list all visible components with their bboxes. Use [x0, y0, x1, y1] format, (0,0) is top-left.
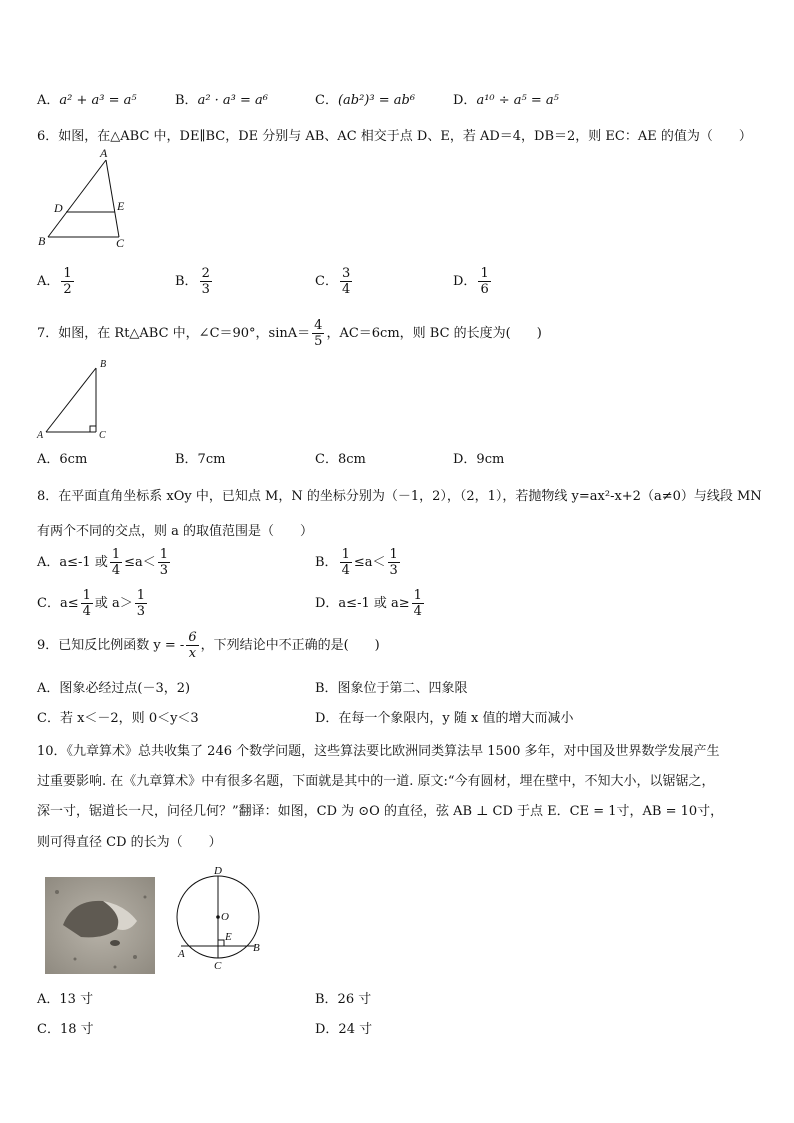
- q5-option-b: B．a² · a³ = a⁶: [175, 93, 269, 108]
- q8-stem-line2: 有两个不同的交点，则 a 的取值范围是（ ）: [37, 524, 314, 539]
- q9-option-b: B．图象位于第二、四象限: [315, 681, 468, 696]
- q5-option-d: D．a¹⁰ ÷ a⁵ = a⁵: [453, 93, 559, 108]
- q6-stem: 6．如图，在△ABC 中，DE∥BC，DE 分别与 AB、AC 相交于点 D、E，若 AD＝4，DB＝2，则 EC：AE 的值为（ ）: [37, 129, 752, 144]
- q8-option-b: B． $\frac{1}{4}$ ≤a＜ $\frac{1}{3}$: [315, 547, 398, 578]
- q6-option-b: B． $\frac{2}{3}$: [175, 266, 210, 297]
- q6-label-b: B: [38, 234, 46, 248]
- q8-option-a: A．a≤-1 或 $\frac{1}{4}$ ≤a＜ $\frac{1}{3}$: [37, 547, 169, 578]
- q10-option-d: D．24 寸: [315, 1022, 373, 1037]
- q10-label-e: E: [225, 931, 232, 943]
- q5-option-a: A．a² + a³ = a⁵: [37, 93, 137, 108]
- q10-line4: 则可得直径 CD 的长为（ ）: [37, 835, 222, 850]
- q10-label-d: D: [214, 865, 222, 877]
- q10-label-b: B: [253, 942, 260, 954]
- q10-line1: 10．《九章算术》总共收集了 246 个数学问题，这些算法要比欧洲同类算法早 1500 多年，对中国及世界数学发展产生: [37, 744, 720, 759]
- q7-option-d: D．9cm: [453, 452, 505, 467]
- q7-option-a: A．6cm: [37, 452, 88, 467]
- q10-option-b: B．26 寸: [315, 992, 372, 1007]
- q9-option-c: C．若 x＜－2，则 0＜y＜3: [37, 711, 199, 726]
- q10-option-c: C．18 寸: [37, 1022, 94, 1037]
- q7-label-b: B: [100, 359, 107, 370]
- q8-option-c: C．a≤ $\frac{1}{4}$ 或 a＞ $\frac{1}{3}$: [37, 588, 146, 619]
- q10-label-c: C: [214, 960, 222, 972]
- q6-label-c: C: [116, 236, 125, 250]
- q10-line3: 深一寸，锯道长一尺，问径几何？”翻译：如图，CD 为 ⊙O 的直径，弦 AB ⊥ CD 于点 E．CE = 1寸，AB = 10寸，: [37, 804, 724, 819]
- q7-label-a: A: [37, 430, 44, 441]
- q6-option-c: C． $\frac{3}{4}$: [315, 266, 351, 297]
- q6-option-a: A． $\frac{1}{2}$: [37, 266, 72, 297]
- q10-option-a: A．13 寸: [37, 992, 94, 1007]
- q6-label-d: D: [54, 201, 63, 215]
- q5-option-c: C．(ab²)³ = ab⁶: [315, 93, 416, 108]
- q9-option-d: D．在每一个象限内，y 随 x 值的增大而减小: [315, 711, 574, 726]
- q10-label-a: A: [178, 948, 185, 960]
- q7-stem: 7．如图，在 Rt△ABC 中，∠C＝90°，sinA＝ $\frac{4}{5}$ ，AC＝6cm，则 BC 的长度为( ): [37, 318, 542, 349]
- q6-label-e: E: [117, 199, 125, 213]
- q7-right-triangle-figure: [36, 356, 116, 442]
- q9-option-a: A．图象必经过点(－3，2): [37, 681, 191, 696]
- q7-label-c: C: [99, 430, 106, 441]
- q7-option-b: B．7cm: [175, 452, 226, 467]
- q10-label-o: O: [221, 911, 229, 923]
- q8-option-d: D．a≤-1 或 a≥ $\frac{1}{4}$: [315, 588, 422, 619]
- q8-stem-line1: 8．在平面直角坐标系 xOy 中，已知点 M，N 的坐标分别为（－1，2），（2，1），若抛物线 y=ax²-x+2（a≠0）与线段 MN: [37, 489, 762, 504]
- q10-wood-photo: [45, 877, 155, 974]
- q6-label-a: A: [100, 146, 108, 160]
- q7-option-c: C．8cm: [315, 452, 366, 467]
- q10-line2: 过重要影响. 在《九章算术》中有很多名题，下面就是其中的一道. 原文:“今有圆材，埋在壁中，不知大小，以锯锯之，: [37, 774, 715, 789]
- q10-circle-figure: [170, 862, 270, 977]
- q6-option-d: D． $\frac{1}{6}$: [453, 266, 489, 297]
- q9-stem: 9．已知反比例函数 y = - $\frac{6}{x}$ ，下列结论中不正确的是( ): [37, 630, 380, 661]
- q6-triangle-figure: [36, 146, 136, 252]
